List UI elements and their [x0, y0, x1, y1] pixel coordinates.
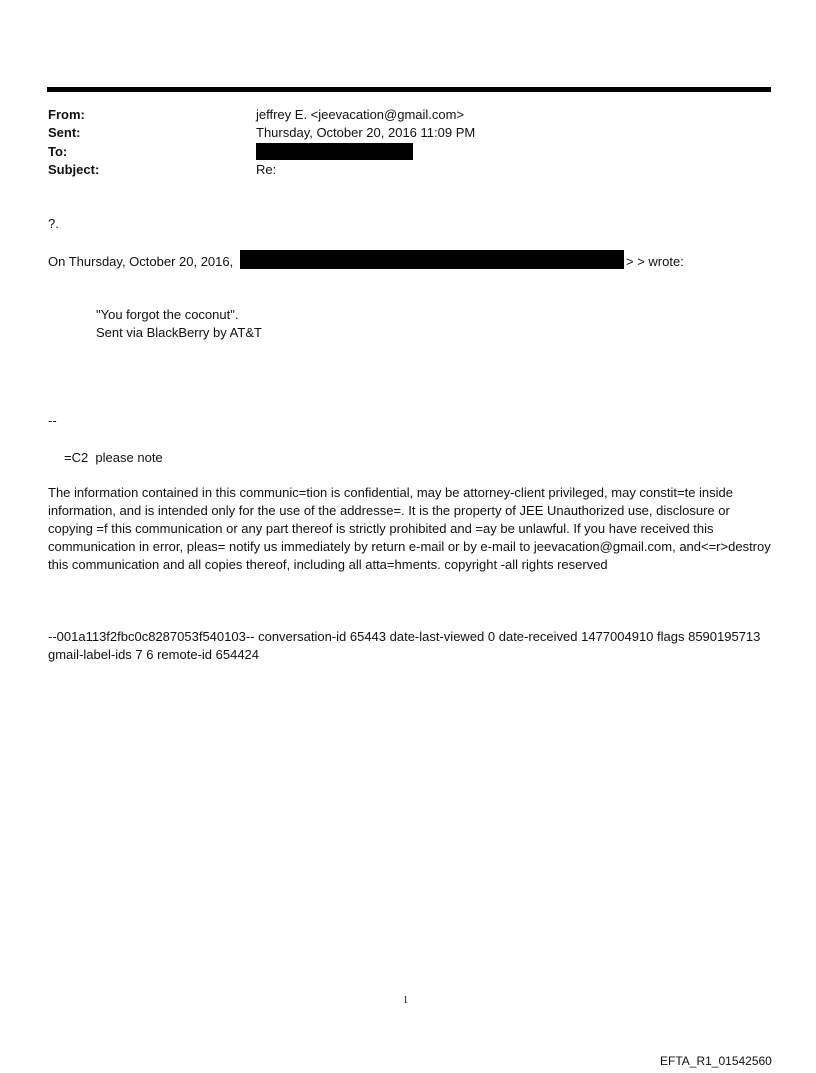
- signature-separator: --: [48, 413, 57, 428]
- page-number: 1: [403, 995, 408, 1006]
- to-redaction: [256, 143, 413, 160]
- quote-intro-start: On Thursday, October 20, 2016,: [48, 254, 234, 269]
- metadata-paragraph: --001a113f2fbc0c8287053f540103-- conversation-id 65443 date-last-viewed 0 date-received 1477004910 flags 8590195713 gmail-label-ids 7 6 remote-id 654424: [48, 629, 761, 662]
- disclaimer-paragraph: The information contained in this communic=tion is confidential, may be attorney-client privileged, may constit=te inside information, and is intended only for the use of the addresse=. It is the property of JEE Unauthorized use, disclosure or copying =f this communication or any part thereof is strictly prohibited and =ay be unlawful. If you have received this communication in error, pleas= notify us immediately by return e-mail or by e-mail to jeevacation@gmail.com, and<=r>destroy this communication and all copies thereof, including all atta=hments. copyright -all rights reserved: [48, 485, 771, 572]
- please-note: =C2 please note: [64, 450, 163, 465]
- quoted-line-1: "You forgot the coconut".: [96, 307, 239, 322]
- quoted-line-2: Sent via BlackBerry by AT&T: [96, 325, 262, 340]
- from-value: jeffrey E. <jeevacation@gmail.com>: [256, 107, 465, 122]
- quote-intro-end: > > wrote:: [626, 254, 684, 269]
- document-id: EFTA_R1_01542560: [660, 1054, 772, 1068]
- sent-label: Sent:: [48, 125, 81, 140]
- to-label: To:: [48, 144, 68, 159]
- subject-label: Subject:: [48, 162, 100, 177]
- sent-value: Thursday, October 20, 2016 11:09 PM: [256, 125, 476, 140]
- reply-text: ?.: [48, 216, 59, 231]
- sender-redaction: [240, 250, 624, 269]
- from-label: From:: [48, 107, 85, 122]
- header-rule: [47, 87, 771, 92]
- subject-value: Re:: [256, 162, 277, 177]
